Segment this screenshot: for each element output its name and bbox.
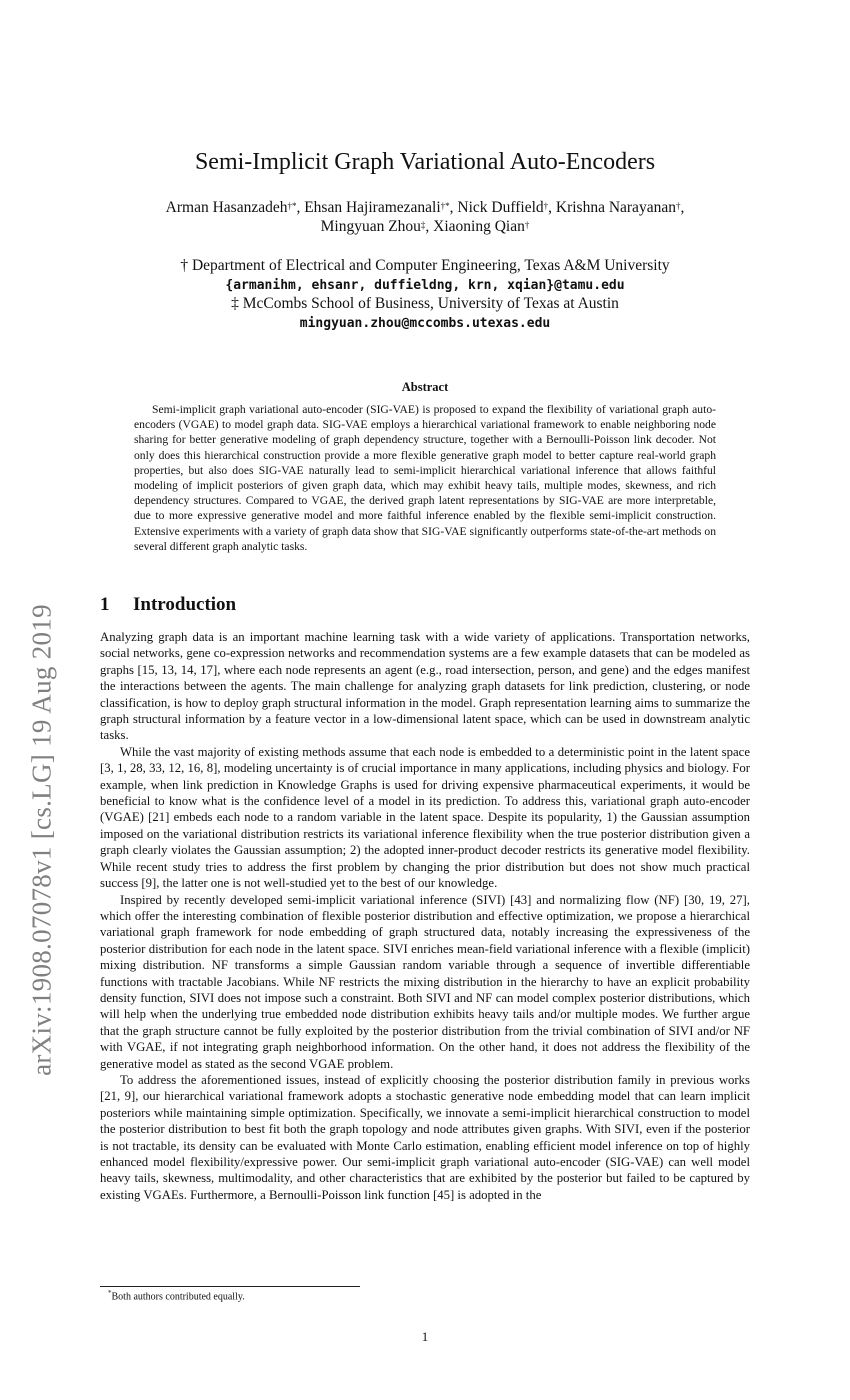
author: Ehsan Hajiramezanali†*,: [304, 199, 458, 216]
paragraph: While the vast majority of existing methods assume that each node is embedded to a deterministic point in the latent space [3, 1, 28, 33, 12, 16, 8], modeling uncertainty is of crucial importance in many applications, including physics and biology. For example, when link prediction in Knowledge Graphs is used for driving expensive pharmaceutical experiments, it would be beneficial to know what is the confidence level of a model in its prediction. To address this, variational graph auto-encoder (VGAE) [21] embeds each node to a random variable in the latent space. Despite its popularity, 1) the Gaussian assumption imposed on the variational distribution restricts its variational inference flexibility when the true posterior distribution given a graph clearly violates the Gaussian assumption; 2) the adopted inner-product decoder restricts its generative model flexibility. While recent study tries to address the first problem by changing the prior distribution but does not show much practical success [9], the latter one is not well-studied yet to the best of our knowledge.: [100, 744, 750, 891]
author: Krishna Narayanan†,: [555, 199, 685, 216]
paragraph: Analyzing graph data is an important machine learning task with a wide variety of applications. Transportation networks, social networks, gene co-expression networks and recommendation systems are a few example datasets that can be modeled as graphs [15, 13, 14, 17], where each node represents an agent (e.g., road intersection, person, and gene) and the edges manifest the interactions between the agents. The main challenge for analyzing graph datasets for link prediction, clustering, or node classification, is how to deploy graph structural information in the model. Graph representation learning aims to summarize the graph structural information by a feature vector in a low-dimensional latent space, which can be used in downstream analytic tasks.: [100, 630, 750, 743]
footnote-rule: [100, 1286, 360, 1287]
abstract-heading: Abstract: [401, 380, 449, 394]
introduction-body: [100, 629, 750, 1203]
footnote: *Both authors contributed equally.: [108, 1289, 245, 1303]
paragraph: Inspired by recently developed semi-implicit variational inference (SIVI) [43] and normalizing flow (NF) [30, 19, 27], which offer the interesting combination of flexible posterior distribution and effective optimization, we propose a hierarchical variational graph framework for node embedding of graph structured data, notably increasing the expressiveness of the posterior distribution for each node in the latent space. SIVI enriches mean-field variational inference with a flexible (implicit) mixing distribution. NF transforms a simple Gaussian random variable through a sequence of invertible differentiable functions with tractable Jacobians. While NF restricts the mixing distribution in the hierarchy to have an explicit probability density function, SIVI does not impose such a constraint. Both SIVI and NF can model complex posterior distributions, which will help when the underlying true embedded node distribution exhibits heavy tails and/or multiple modes. We further argue that the graph structure cannot be fully exploited by the posterior distribution from the trivial combination of SIVI and/or NF with VGAE, if not integrating graph neighborhood information. On the other hand, it does not address the flexibility of the generative model as stated as the second VGAE problem.: [100, 892, 750, 1071]
author: Nick Duffield†,: [457, 199, 556, 216]
arxiv-identifier-stamp: arXiv:1908.07078v1 [cs.LG] 19 Aug 2019: [26, 604, 57, 1076]
author: Arman Hasanzadeh†*,: [165, 199, 305, 216]
author-list: [100, 198, 750, 236]
author: Xiaoning Qian†: [433, 218, 530, 235]
email-utexas[interactable]: mingyuan.zhou@mccombs.utexas.edu: [299, 316, 551, 331]
author: Mingyuan Zhou‡,: [320, 218, 434, 235]
section-number: 1: [100, 594, 110, 615]
section-heading: [100, 594, 236, 616]
section-title: Introduction: [133, 594, 237, 615]
paper-title: Semi-Implicit Graph Variational Auto-Encoders: [194, 149, 656, 175]
affiliation-utexas: ‡ McCombs School of Business, University of Texas at Austin: [231, 295, 619, 312]
affiliation-tamu: † Department of Electrical and Computer Engineering, Texas A&M University: [180, 257, 670, 274]
paragraph: To address the aforementioned issues, instead of explicitly choosing the posterior distribution family in previous works [21, 9], our hierarchical variational framework adopts a stochastic generative node embedding model that can learn implicit posteriors while maintaining simple optimization. Specifically, we innovate a semi-implicit hierarchical construction to model the posterior distribution to best fit both the graph topology and node attributes given graphs. With SIVI, even if the posterior is not tractable, its density can be evaluated with Monte Carlo estimation, enabling efficient model inference on top of highly enhanced model flexibility/expressive power. Our semi-implicit graph variational auto-encoder (SIG-VAE) can well model heavy tails, skewness, multimodality, and other characteristics that are exhibited by the posterior but failed to be captured by existing VGAEs. Furthermore, a Bernoulli-Poisson link function [45] is adopted in the: [100, 1072, 750, 1202]
email-tamu[interactable]: {armanihm, ehsanr, duffieldng, krn, xqian}@tamu.edu: [225, 278, 625, 293]
abstract-text: Semi-implicit graph variational auto-encoder (SIG-VAE) is proposed to expand the flexibility of variational graph auto-encoders (VGAE) to model graph data. SIG-VAE employs a hierarchical variational framework to enable neighboring node sharing for better generative modeling of graph dependency structure, together with a Bernoulli-Poisson link decoder. Not only does this hierarchical construction provide a more flexible generative graph model to better capture real-world graph properties, but also does SIG-VAE naturally lead to semi-implicit hierarchical variational inference that allows faithful modeling of implicit posteriors of given graph data, which may exhibit heavy tails, multiple modes, skewness, and rich dependency structures. Compared to VGAE, the derived graph latent representations by SIG-VAE are more interpretable, due to more expressive generative model and more faithful inference enabled by the flexible semi-implicit construction. Extensive experiments with a variety of graph data show that SIG-VAE significantly outperforms state-of-the-art methods on several different graph analytic tasks.: [134, 403, 716, 553]
page-number: 1: [421, 1329, 429, 1344]
